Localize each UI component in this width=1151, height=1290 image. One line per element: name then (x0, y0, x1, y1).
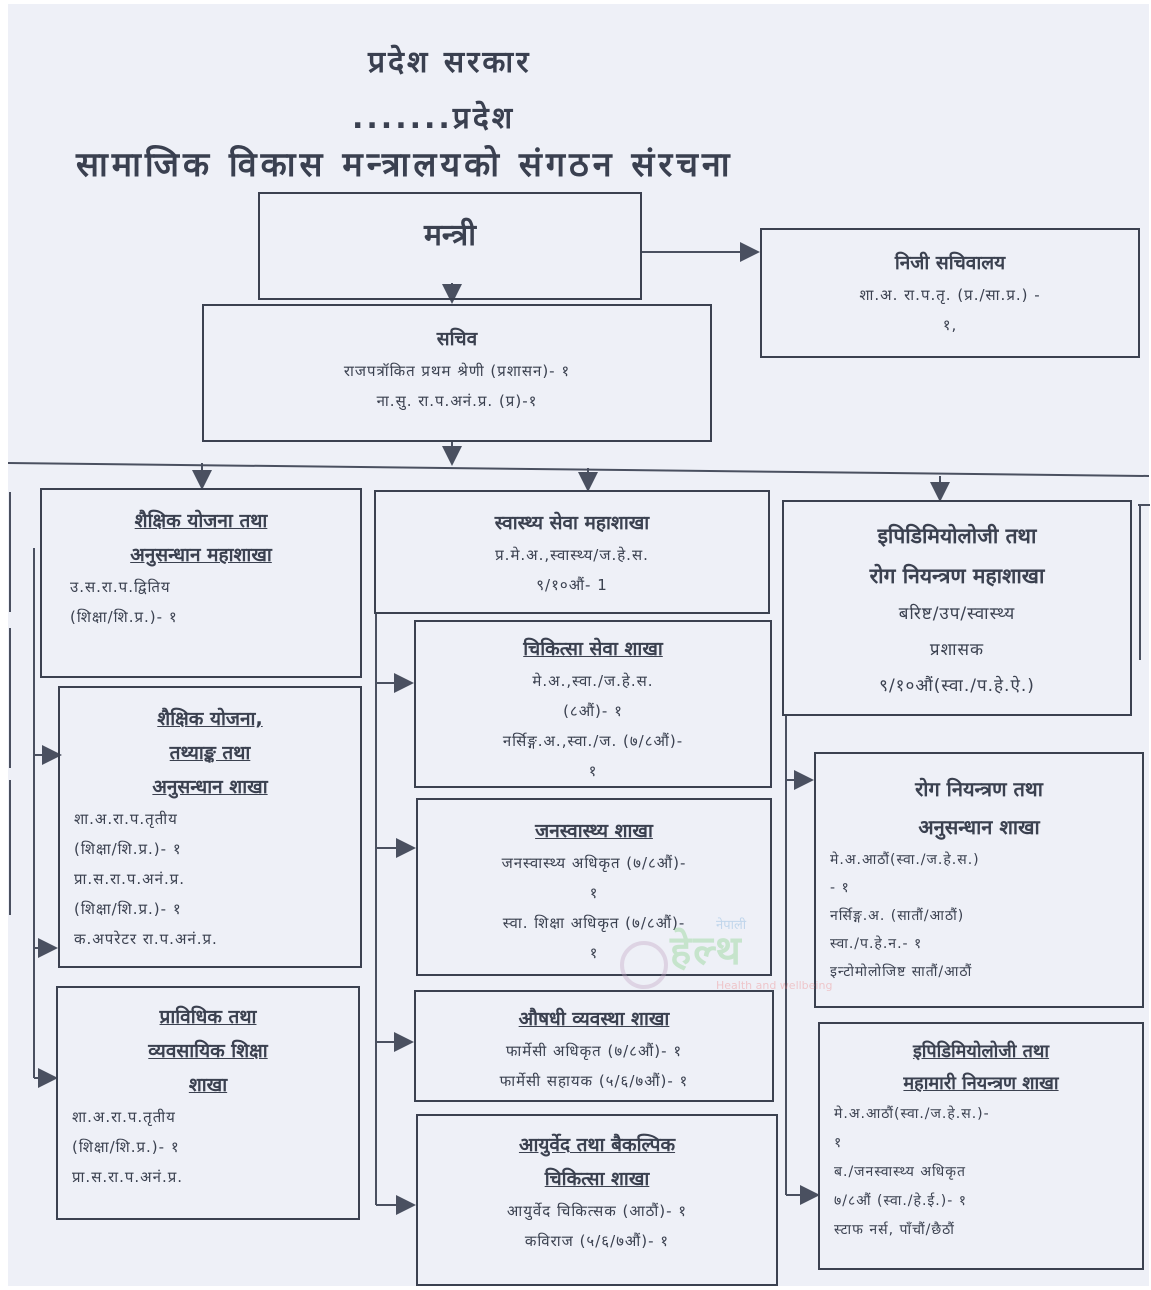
header-government: प्रदेश सरकार (368, 45, 532, 80)
health-division-box (374, 490, 770, 614)
private-secretariat-line: शा.अ. रा.प.तृ. (प्र./सा.प्र.) - (859, 286, 1041, 304)
section-line: स्टाफ नर्स, पाँचौं/छैठौं (834, 1222, 955, 1238)
secretary-line: राजपत्रॉकित प्रथम श्रेणी (प्रशासन)- १ (343, 362, 571, 380)
section-line: ७/८औं (स्वा./हे.ई.)- १ (834, 1193, 967, 1209)
watermark-brand: हेल्थ (670, 928, 743, 974)
epidemic-section-box (818, 1022, 1144, 1270)
section-title: रोग नियन्त्रण तथा (915, 777, 1043, 801)
division-line: ९/१०औं- 1 (536, 576, 608, 594)
education-planning-section-box (58, 686, 362, 968)
section-line: इन्टोमोलोजिष्ट सातौं/आठौं (830, 964, 973, 980)
division-title: स्वास्थ्य सेवा महाशाखा (494, 512, 650, 534)
section-line: प्रा.स.रा.प.अनं.प्र. (74, 870, 186, 888)
secretary-line: ना.सु. रा.प.अनं.प्र. (प्र)-१ (376, 392, 538, 410)
section-line: १ (588, 762, 598, 780)
section-line: शा.अ.रा.प.तृतीय (74, 810, 178, 828)
division-line: प्र.मे.अ.,स्वास्थ्य/ज.हे.स. (495, 546, 649, 564)
private-secretariat-box (760, 228, 1140, 358)
division-title: रोग नियन्त्रण महाशाखा (869, 564, 1045, 588)
section-line: स्वा./प.हे.न.- १ (830, 936, 923, 952)
minister-title: मन्त्री (423, 218, 477, 253)
section-line: नर्सिङ्ग.अ.,स्वा./ज. (७/८औं)- (502, 732, 684, 750)
section-title: व्यवसायिक शिक्षा (148, 1040, 268, 1062)
minister-box (258, 192, 642, 300)
division-line: उ.स.रा.प.द्वितिय (70, 578, 171, 596)
section-line: प्रा.स.रा.प.अनं.प्र. (72, 1168, 184, 1186)
section-title: अनुसन्धान शाखा (918, 815, 1040, 839)
section-title: औषधी व्यवस्था शाखा (518, 1008, 670, 1030)
section-line: - १ (830, 880, 850, 896)
section-title: जनस्वास्थ्य शाखा (535, 820, 653, 842)
technical-section-box (56, 986, 360, 1220)
secretary-box (202, 304, 712, 442)
division-line: बरिष्ट/उप/स्वास्थ्य (898, 604, 1016, 624)
section-title: आयुर्वेद तथा बैकल्पिक (518, 1134, 676, 1156)
division-title: अनुसन्धान महाशाखा (130, 544, 272, 566)
ayurveda-section-box (416, 1114, 778, 1286)
section-line: नर्सिङ्ग.अ. (सातौं/आठौं) (830, 908, 965, 924)
section-line: आयुर्वेद चिकित्सक (आठौं)- १ (506, 1202, 688, 1220)
section-line: फार्मेसी सहायक (५/६/७औं)- १ (499, 1072, 689, 1090)
section-title: चिकित्सा शाखा (544, 1168, 650, 1190)
section-line: मे.अ.,स्वा./ज.हे.स. (532, 672, 654, 690)
section-line: फार्मेसी अधिकृत (७/८औं)- १ (505, 1042, 683, 1060)
section-line: मे.अ.आठौं(स्वा./ज.हे.स.)- (834, 1106, 990, 1122)
section-line: १ (834, 1135, 843, 1151)
private-secretariat-title: निजी सचिवालय (894, 252, 1006, 274)
watermark-top: नेपाली (716, 918, 747, 933)
section-line: (८औं)- १ (563, 702, 623, 720)
section-line: १ (589, 944, 599, 962)
education-division-box (40, 488, 362, 678)
section-title: इपिडिमियोलोजी तथा (912, 1041, 1050, 1062)
section-line: क.अपरेटर रा.प.अनं.प्र. (74, 930, 218, 948)
division-line: प्रशासक (929, 640, 985, 660)
section-title: अनुसन्धान शाखा (152, 776, 268, 798)
section-line: १ (589, 884, 599, 902)
pharmacy-section-box (414, 990, 774, 1102)
section-line: शा.अ.रा.प.तृतीय (72, 1108, 176, 1126)
section-line: कविराज (५/६/७औं)- १ (524, 1232, 670, 1250)
section-line: (शिक्षा/शि.प्र.)- १ (72, 1138, 180, 1156)
header-province: .......प्रदेश (352, 101, 516, 136)
section-title: शैक्षिक योजना, (157, 708, 263, 730)
watermark-tagline: Health and wellbeing (716, 979, 833, 992)
division-title: शैक्षिक योजना तथा (134, 510, 268, 532)
section-title: चिकित्सा सेवा शाखा (523, 638, 663, 660)
section-line: (शिक्षा/शि.प्र.)- १ (74, 900, 182, 918)
public-health-section-box (416, 798, 772, 976)
division-title: इपिडिमियोलोजी तथा (877, 524, 1037, 548)
section-title: प्राविधिक तथा (159, 1006, 257, 1028)
section-title: तथ्याङ्क तथा (169, 742, 251, 764)
section-line: जनस्वास्थ्य अधिकृत (७/८औं)- (501, 854, 687, 872)
section-line: मे.अ.आठौं(स्वा./ज.हे.स.) (830, 852, 980, 868)
section-title: शाखा (188, 1074, 228, 1096)
section-title: महामारी नियन्त्रण शाखा (903, 1073, 1059, 1094)
division-line: (शिक्षा/शि.प्र.)- १ (70, 608, 178, 626)
epidemiology-division-box (782, 500, 1132, 716)
private-secretariat-line: १, (942, 316, 958, 334)
section-line: स्वा. शिक्षा अधिकृत (७/८औं)- (502, 914, 686, 932)
page-title: सामाजिक विकास मन्त्रालयको संगठन संरचना (76, 145, 734, 185)
section-line: (शिक्षा/शि.प्र.)- १ (74, 840, 182, 858)
disease-control-section-box (814, 752, 1144, 1008)
medical-section-box (414, 620, 772, 788)
secretary-title: सचिव (436, 328, 478, 350)
section-line: ब./जनस्वास्थ्य अधिकृत (834, 1164, 966, 1180)
division-line: ९/१०औं(स्वा./प.हे.ऐ.) (879, 676, 1035, 696)
